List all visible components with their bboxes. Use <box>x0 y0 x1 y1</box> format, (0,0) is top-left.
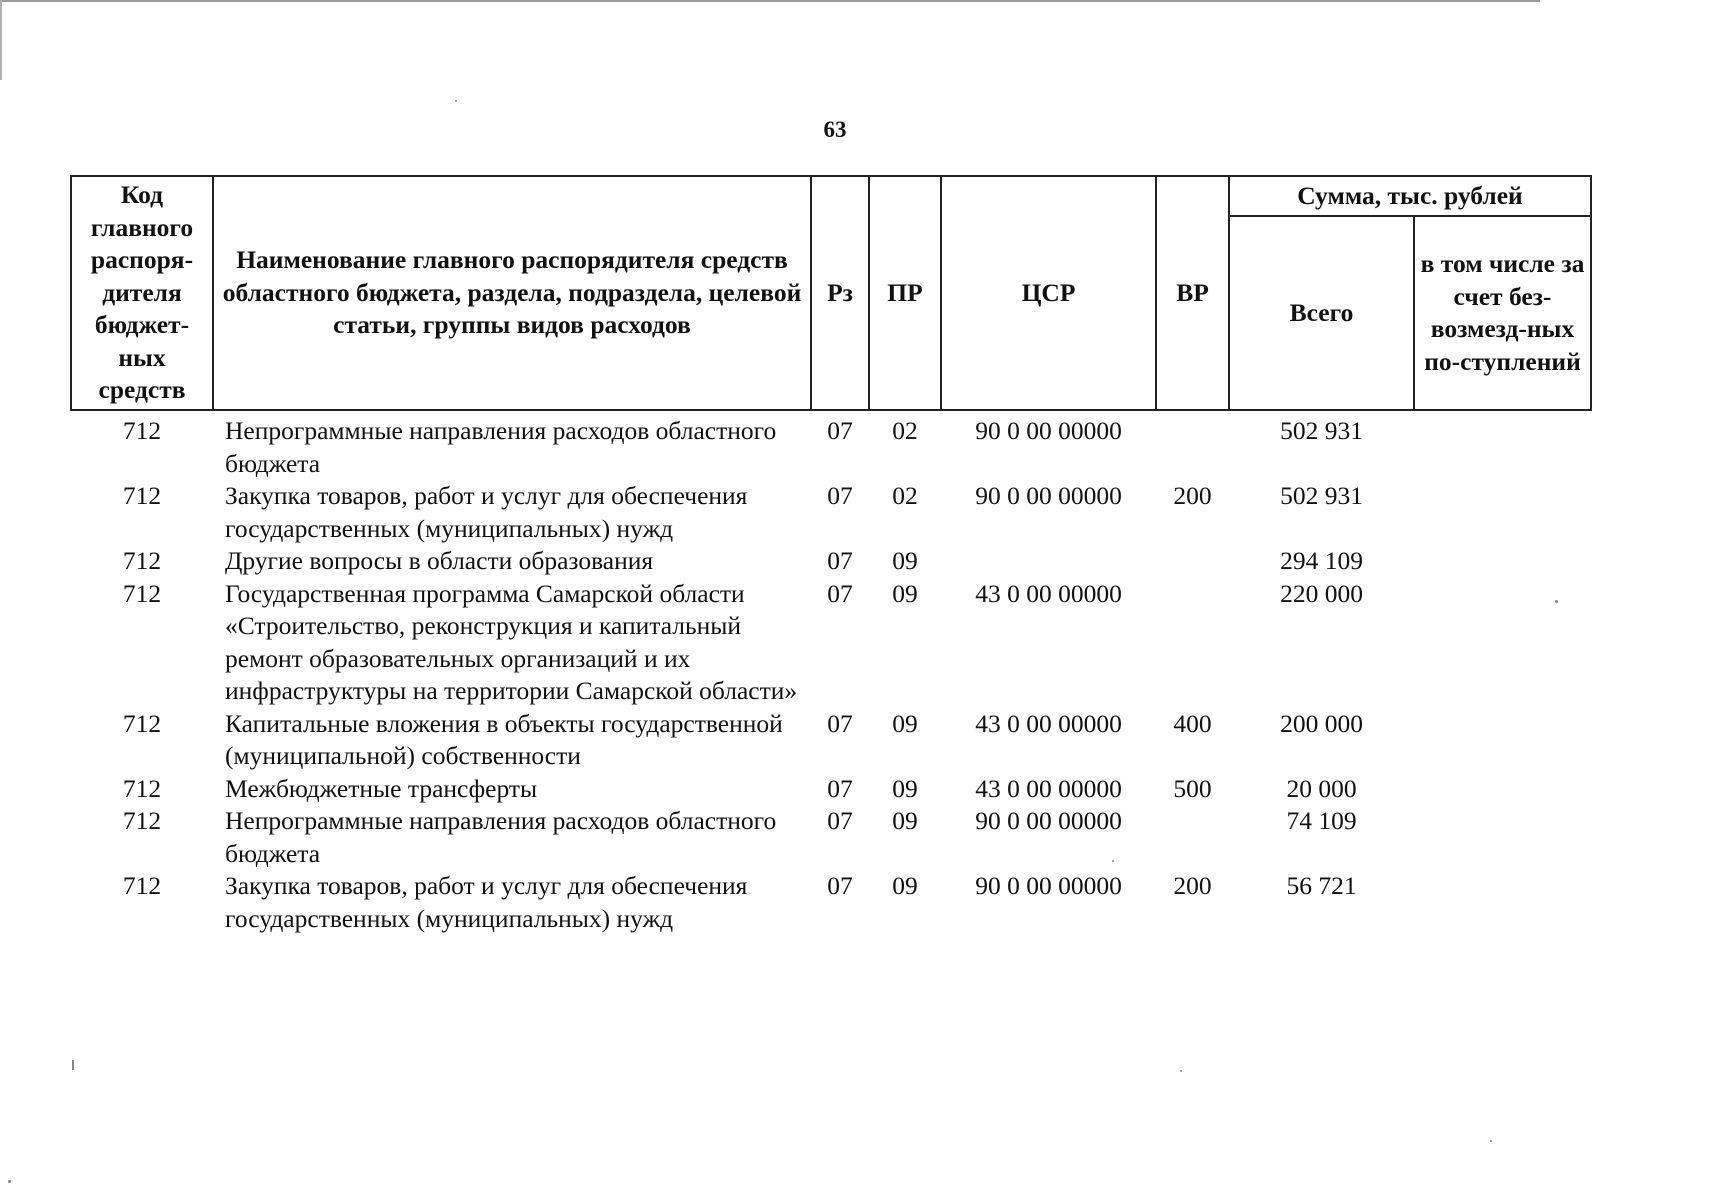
table-row <box>71 480 1591 545</box>
scan-speck <box>1112 860 1114 862</box>
cell-vr: 200 <box>1173 481 1212 510</box>
scan-speck <box>1180 1070 1182 1072</box>
scan-speck <box>455 100 457 102</box>
cell-total: 200 000 <box>1280 708 1363 738</box>
header-pr: ПР <box>869 176 941 410</box>
cell-csr <box>941 545 1156 578</box>
table-row <box>71 410 1591 480</box>
cell-incl <box>1414 708 1591 773</box>
cell-vr: 500 <box>1173 773 1212 803</box>
scan-speck <box>1555 600 1558 603</box>
scan-speck <box>1490 1140 1492 1142</box>
cell-pr: 09 <box>892 773 918 803</box>
table-row <box>71 773 1591 806</box>
budget-table <box>70 175 1592 935</box>
cell-code: 712 <box>122 416 162 445</box>
cell-csr: 43 0 00 00000 <box>975 578 1122 608</box>
table-row <box>71 578 1591 708</box>
cell-code: 712 <box>122 578 162 608</box>
cell-name: Непрограммные направления расходов областного бюджета <box>225 806 777 868</box>
cell-rz: 07 <box>827 708 853 738</box>
header-rz: Рз <box>811 176 869 410</box>
cell-vr <box>1156 545 1229 578</box>
table-row <box>71 545 1591 578</box>
cell-name: Закупка товаров, работ и услуг для обеспечения государственных (муниципальных) нужд <box>225 871 748 933</box>
cell-name: Непрограммные направления расходов областного бюджета <box>225 416 777 478</box>
cell-csr: 90 0 00 00000 <box>975 806 1122 835</box>
cell-vr <box>1156 410 1229 480</box>
cell-total: 294 109 <box>1280 546 1363 575</box>
header-csr: ЦСР <box>941 176 1156 410</box>
cell-csr: 90 0 00 00000 <box>975 871 1122 900</box>
header-total: Всего <box>1229 216 1414 410</box>
cell-incl <box>1414 870 1591 935</box>
cell-code: 712 <box>122 546 162 575</box>
cell-code: 712 <box>122 481 162 510</box>
cell-code: 712 <box>122 708 162 738</box>
cell-total: 502 931 <box>1280 416 1363 445</box>
cell-code: 712 <box>122 871 162 900</box>
page-number: 63 <box>823 117 847 142</box>
header-vr: ВР <box>1156 176 1229 410</box>
cell-incl <box>1414 805 1591 870</box>
table-body <box>71 410 1591 935</box>
table-row <box>71 805 1591 870</box>
cell-csr: 43 0 00 00000 <box>975 708 1122 738</box>
cell-incl <box>1414 480 1591 545</box>
cell-pr: 09 <box>892 806 918 835</box>
cell-total: 56 721 <box>1286 871 1357 900</box>
cell-total: 502 931 <box>1280 481 1363 510</box>
table-row <box>71 870 1591 935</box>
table-header <box>71 176 1591 410</box>
scan-edge-left <box>0 0 2 80</box>
scan-edge-top <box>0 0 1540 2</box>
cell-rz: 07 <box>827 416 853 445</box>
cell-name: Межбюджетные трансферты <box>225 773 538 803</box>
cell-incl <box>1414 578 1591 708</box>
cell-vr: 400 <box>1173 708 1212 738</box>
cell-csr: 90 0 00 00000 <box>975 416 1122 445</box>
header-incl: в том числе за счет без-возмезд-ных по-ступлений <box>1414 216 1591 410</box>
header-sum: Сумма, тыс. рублей <box>1229 176 1591 216</box>
table-row <box>71 708 1591 773</box>
cell-incl <box>1414 773 1591 806</box>
cell-incl <box>1414 545 1591 578</box>
cell-pr: 09 <box>892 578 918 608</box>
cell-rz: 07 <box>827 773 853 803</box>
cell-total: 74 109 <box>1286 806 1357 835</box>
cell-pr: 09 <box>892 871 918 900</box>
cell-csr: 43 0 00 00000 <box>975 773 1122 803</box>
cell-rz: 07 <box>827 806 853 835</box>
cell-rz: 07 <box>827 871 853 900</box>
header-code: Код главного распоря-дителя бюджет-ных средств <box>71 176 213 410</box>
header-name: Наименование главного распорядителя средств областного бюджета, раздела, подраздела, целевой статьи, группы видов расходов <box>213 176 811 410</box>
cell-pr: 09 <box>892 708 918 738</box>
cell-rz: 07 <box>827 546 853 575</box>
cell-incl <box>1414 410 1591 480</box>
cell-pr: 02 <box>892 416 918 445</box>
cell-code: 712 <box>122 806 162 835</box>
cell-pr: 02 <box>892 481 918 510</box>
cell-total: 20 000 <box>1286 773 1357 803</box>
cell-name: Государственная программа Самарской области «Строительство, реконструкция и капитальный ремонт образовательных организаций и их инфраструктуры на территории Самарской области» <box>225 578 798 705</box>
cell-rz: 07 <box>827 481 853 510</box>
cell-csr: 90 0 00 00000 <box>975 481 1122 510</box>
cell-vr: 200 <box>1173 871 1212 900</box>
cell-pr: 09 <box>892 546 918 575</box>
cell-vr <box>1156 578 1229 708</box>
scan-speck <box>8 1180 11 1183</box>
cell-name: Другие вопросы в области образования <box>225 546 654 575</box>
cell-code: 712 <box>122 773 162 803</box>
cell-name: Капитальные вложения в объекты государственной (муниципальной) собственности <box>225 708 783 770</box>
scan-speck <box>72 1060 74 1070</box>
cell-rz: 07 <box>827 578 853 608</box>
cell-total: 220 000 <box>1280 578 1363 608</box>
cell-vr <box>1156 805 1229 870</box>
cell-name: Закупка товаров, работ и услуг для обеспечения государственных (муниципальных) нужд <box>225 481 748 543</box>
